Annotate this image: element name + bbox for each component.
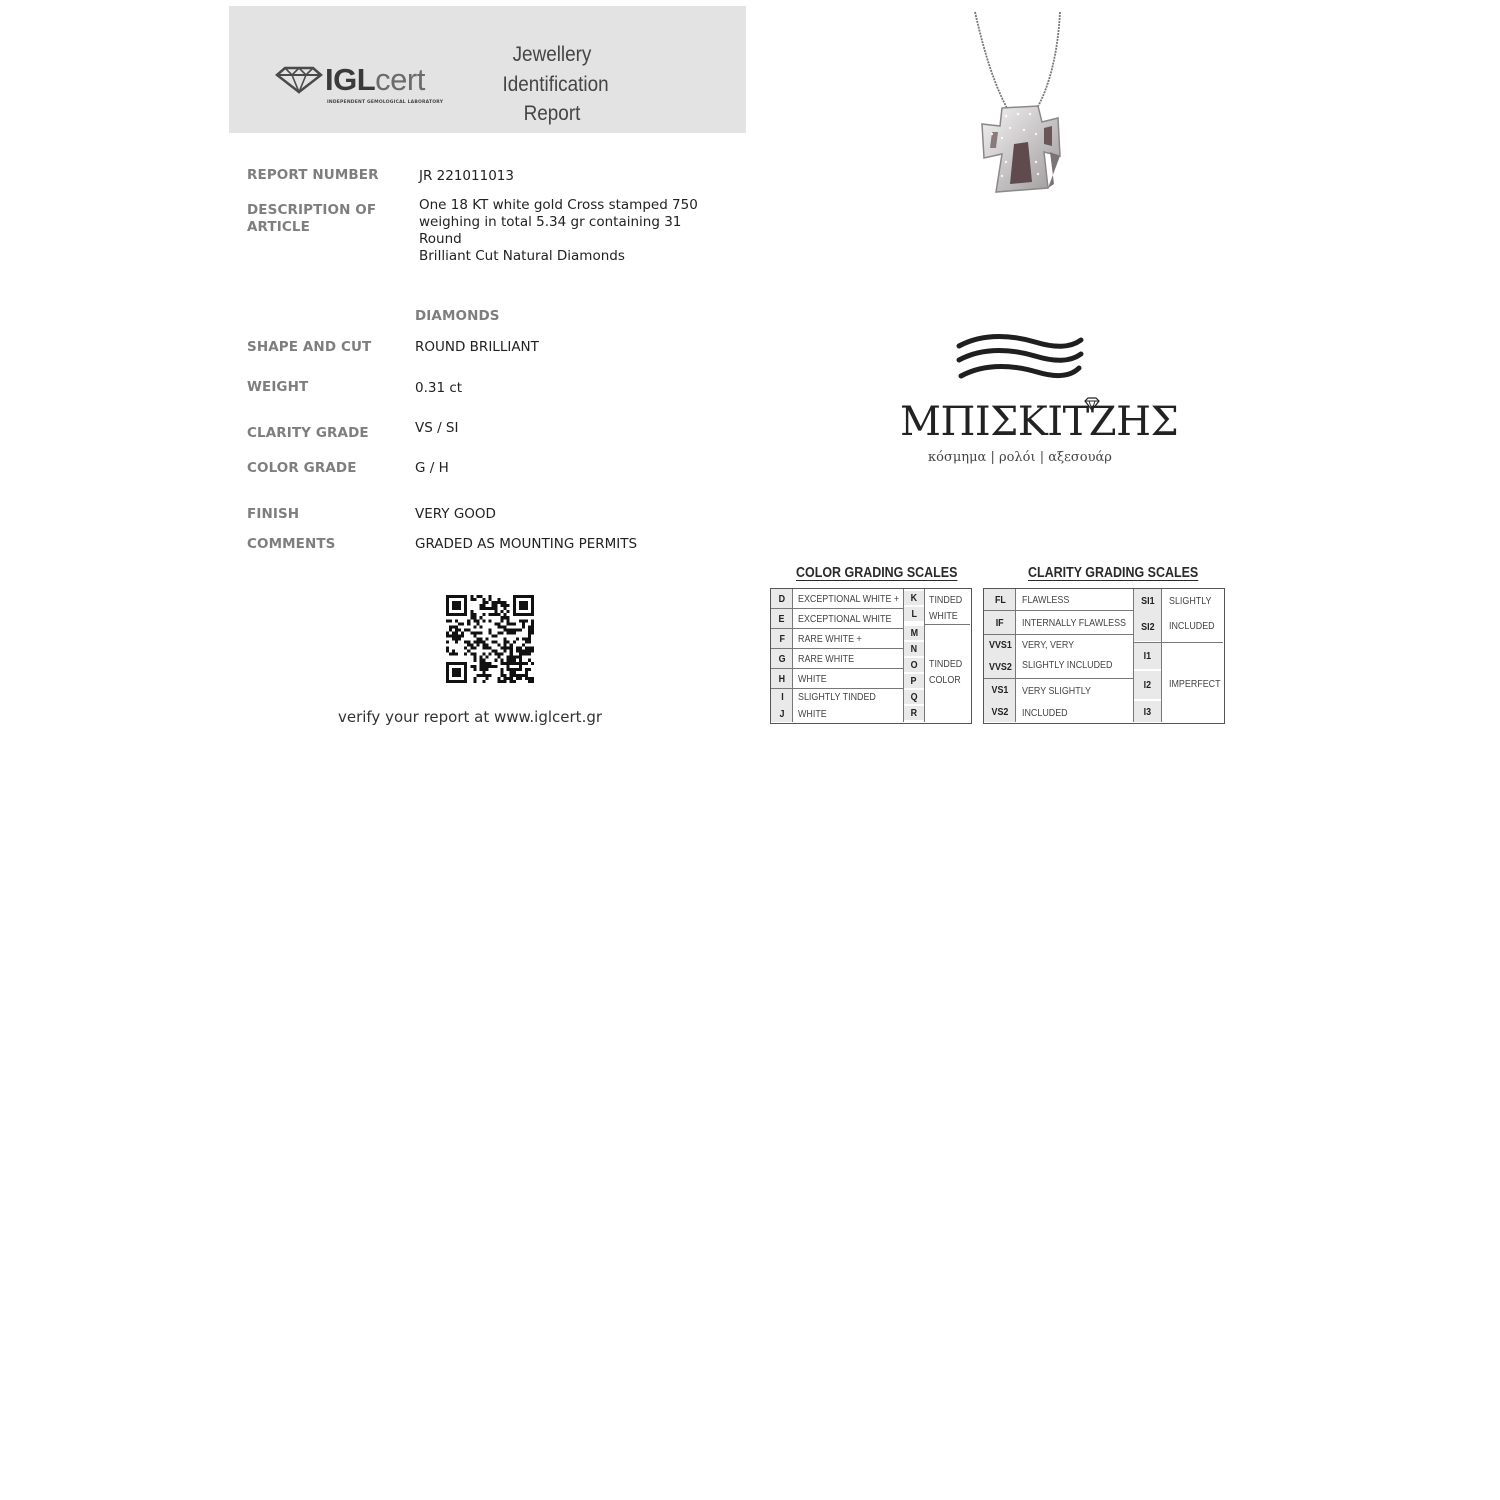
color-code: K	[904, 591, 924, 605]
tinded-white-label: TINDED	[929, 594, 963, 606]
description-line: weighing in total 5.34 gr containing 31 Round	[419, 214, 682, 247]
logo-light: cert	[375, 62, 425, 97]
finish-label: FINISH	[247, 506, 300, 522]
color-grade-label: COLOR GRADE	[247, 460, 357, 476]
description-label-line2: ARTICLE	[247, 219, 310, 235]
report-number-value: JR 221011013	[419, 168, 514, 184]
clarity-code: I2	[1134, 671, 1161, 699]
description-line: One 18 KT white gold Cross stamped 750	[419, 197, 698, 213]
color-code: L	[904, 607, 924, 621]
color-desc: WHITE	[798, 673, 827, 685]
qr-code[interactable]	[446, 595, 534, 683]
description-value	[419, 197, 719, 265]
brand-logo	[900, 330, 1179, 480]
description-label-line1: DESCRIPTION OF	[247, 202, 377, 218]
weight-label: WEIGHT	[247, 379, 309, 395]
imperfect-label: IMPERFECT	[1169, 678, 1221, 690]
color-code: E	[771, 609, 793, 629]
clarity-code: VVS1	[984, 635, 1016, 655]
waves-icon	[955, 332, 1085, 384]
brand-tagline: κόσμημα | ρολόι | αξεσουάρ	[928, 450, 1112, 465]
color-desc: SLIGHTLY TINDED	[798, 691, 876, 703]
color-code: N	[904, 642, 924, 656]
diamond-icon	[275, 66, 323, 94]
shape-cut-value: ROUND BRILLIANT	[415, 339, 539, 355]
color-scale-table	[770, 588, 972, 724]
clarity-code: VS2	[984, 701, 1016, 722]
tinded-color-label: TINDED	[929, 658, 963, 670]
tinded-color-label: COLOR	[929, 674, 961, 686]
color-code: Q	[904, 690, 924, 704]
cross-pendant-image	[940, 6, 1100, 206]
color-code: G	[771, 649, 793, 669]
clarity-desc: INTERNALLY FLAWLESS	[1022, 617, 1127, 629]
clarity-scale-title: CLARITY GRADING SCALES	[1028, 565, 1199, 581]
finish-value: VERY GOOD	[415, 506, 496, 522]
color-scale-title: COLOR GRADING SCALES	[796, 565, 958, 581]
color-code: F	[771, 629, 793, 649]
brand-name: ΜΠΙΣΚΙΤΖΗΣ	[900, 399, 1179, 445]
color-desc: EXCEPTIONAL WHITE	[798, 613, 892, 625]
title-line: Report	[523, 102, 581, 125]
clarity-desc: VERY, VERY	[1022, 639, 1075, 651]
iglcert-logo	[275, 62, 455, 108]
slightly-included-label: SLIGHTLY	[1169, 595, 1212, 607]
slightly-included-label: INCLUDED	[1169, 620, 1215, 632]
shape-cut-label: SHAPE AND CUT	[247, 339, 372, 355]
color-code: R	[904, 706, 924, 720]
clarity-code: I1	[1134, 643, 1161, 669]
clarity-code: I3	[1134, 701, 1161, 722]
clarity-code: IF	[984, 611, 1016, 635]
comments-label: COMMENTS	[247, 536, 336, 552]
logo-strong: IGL	[325, 62, 376, 97]
report-title	[497, 40, 607, 129]
clarity-code: SI1	[1134, 589, 1161, 613]
clarity-grade-label: CLARITY GRADE	[247, 425, 369, 441]
color-desc: RARE WHITE	[798, 653, 855, 665]
report-header	[229, 6, 746, 133]
color-desc: EXCEPTIONAL WHITE +	[798, 593, 900, 605]
clarity-grade-value: VS / SI	[415, 420, 459, 436]
color-code: H	[771, 669, 793, 689]
color-code: O	[904, 658, 924, 672]
color-code: J	[771, 705, 793, 722]
color-grade-value: G / H	[415, 460, 449, 476]
title-line: Identification	[502, 72, 609, 96]
color-code: M	[904, 626, 924, 640]
logo-tagline: INDEPENDENT GEMOLOGICAL LABORATORY	[327, 100, 444, 105]
tinded-white-label: WHITE	[929, 610, 958, 622]
clarity-scale-table	[983, 588, 1225, 724]
comments-value: GRADED AS MOUNTING PERMITS	[415, 536, 638, 552]
clarity-code: VS1	[984, 679, 1016, 701]
color-code: P	[904, 674, 924, 688]
clarity-code: SI2	[1134, 613, 1161, 641]
section-heading-diamonds: DIAMONDS	[415, 308, 500, 324]
report-number-label: REPORT NUMBER	[247, 167, 379, 183]
clarity-desc: FLAWLESS	[1022, 594, 1070, 606]
description-line: Brilliant Cut Natural Diamonds	[419, 248, 625, 264]
color-code: I	[771, 689, 793, 705]
weight-value: 0.31 ct	[415, 380, 463, 396]
color-desc: RARE WHITE +	[798, 633, 862, 645]
clarity-code: VVS2	[984, 655, 1016, 679]
clarity-code: FL	[984, 589, 1016, 611]
color-code: D	[771, 589, 793, 609]
clarity-desc: SLIGHTLY INCLUDED	[1022, 659, 1113, 671]
color-desc: WHITE	[798, 707, 827, 720]
title-line: Jewellery	[512, 43, 592, 66]
clarity-desc: VERY SLIGHTLY	[1022, 685, 1091, 697]
verify-link-text[interactable]: verify your report at www.iglcert.gr	[337, 708, 603, 726]
clarity-desc: INCLUDED	[1022, 707, 1068, 719]
